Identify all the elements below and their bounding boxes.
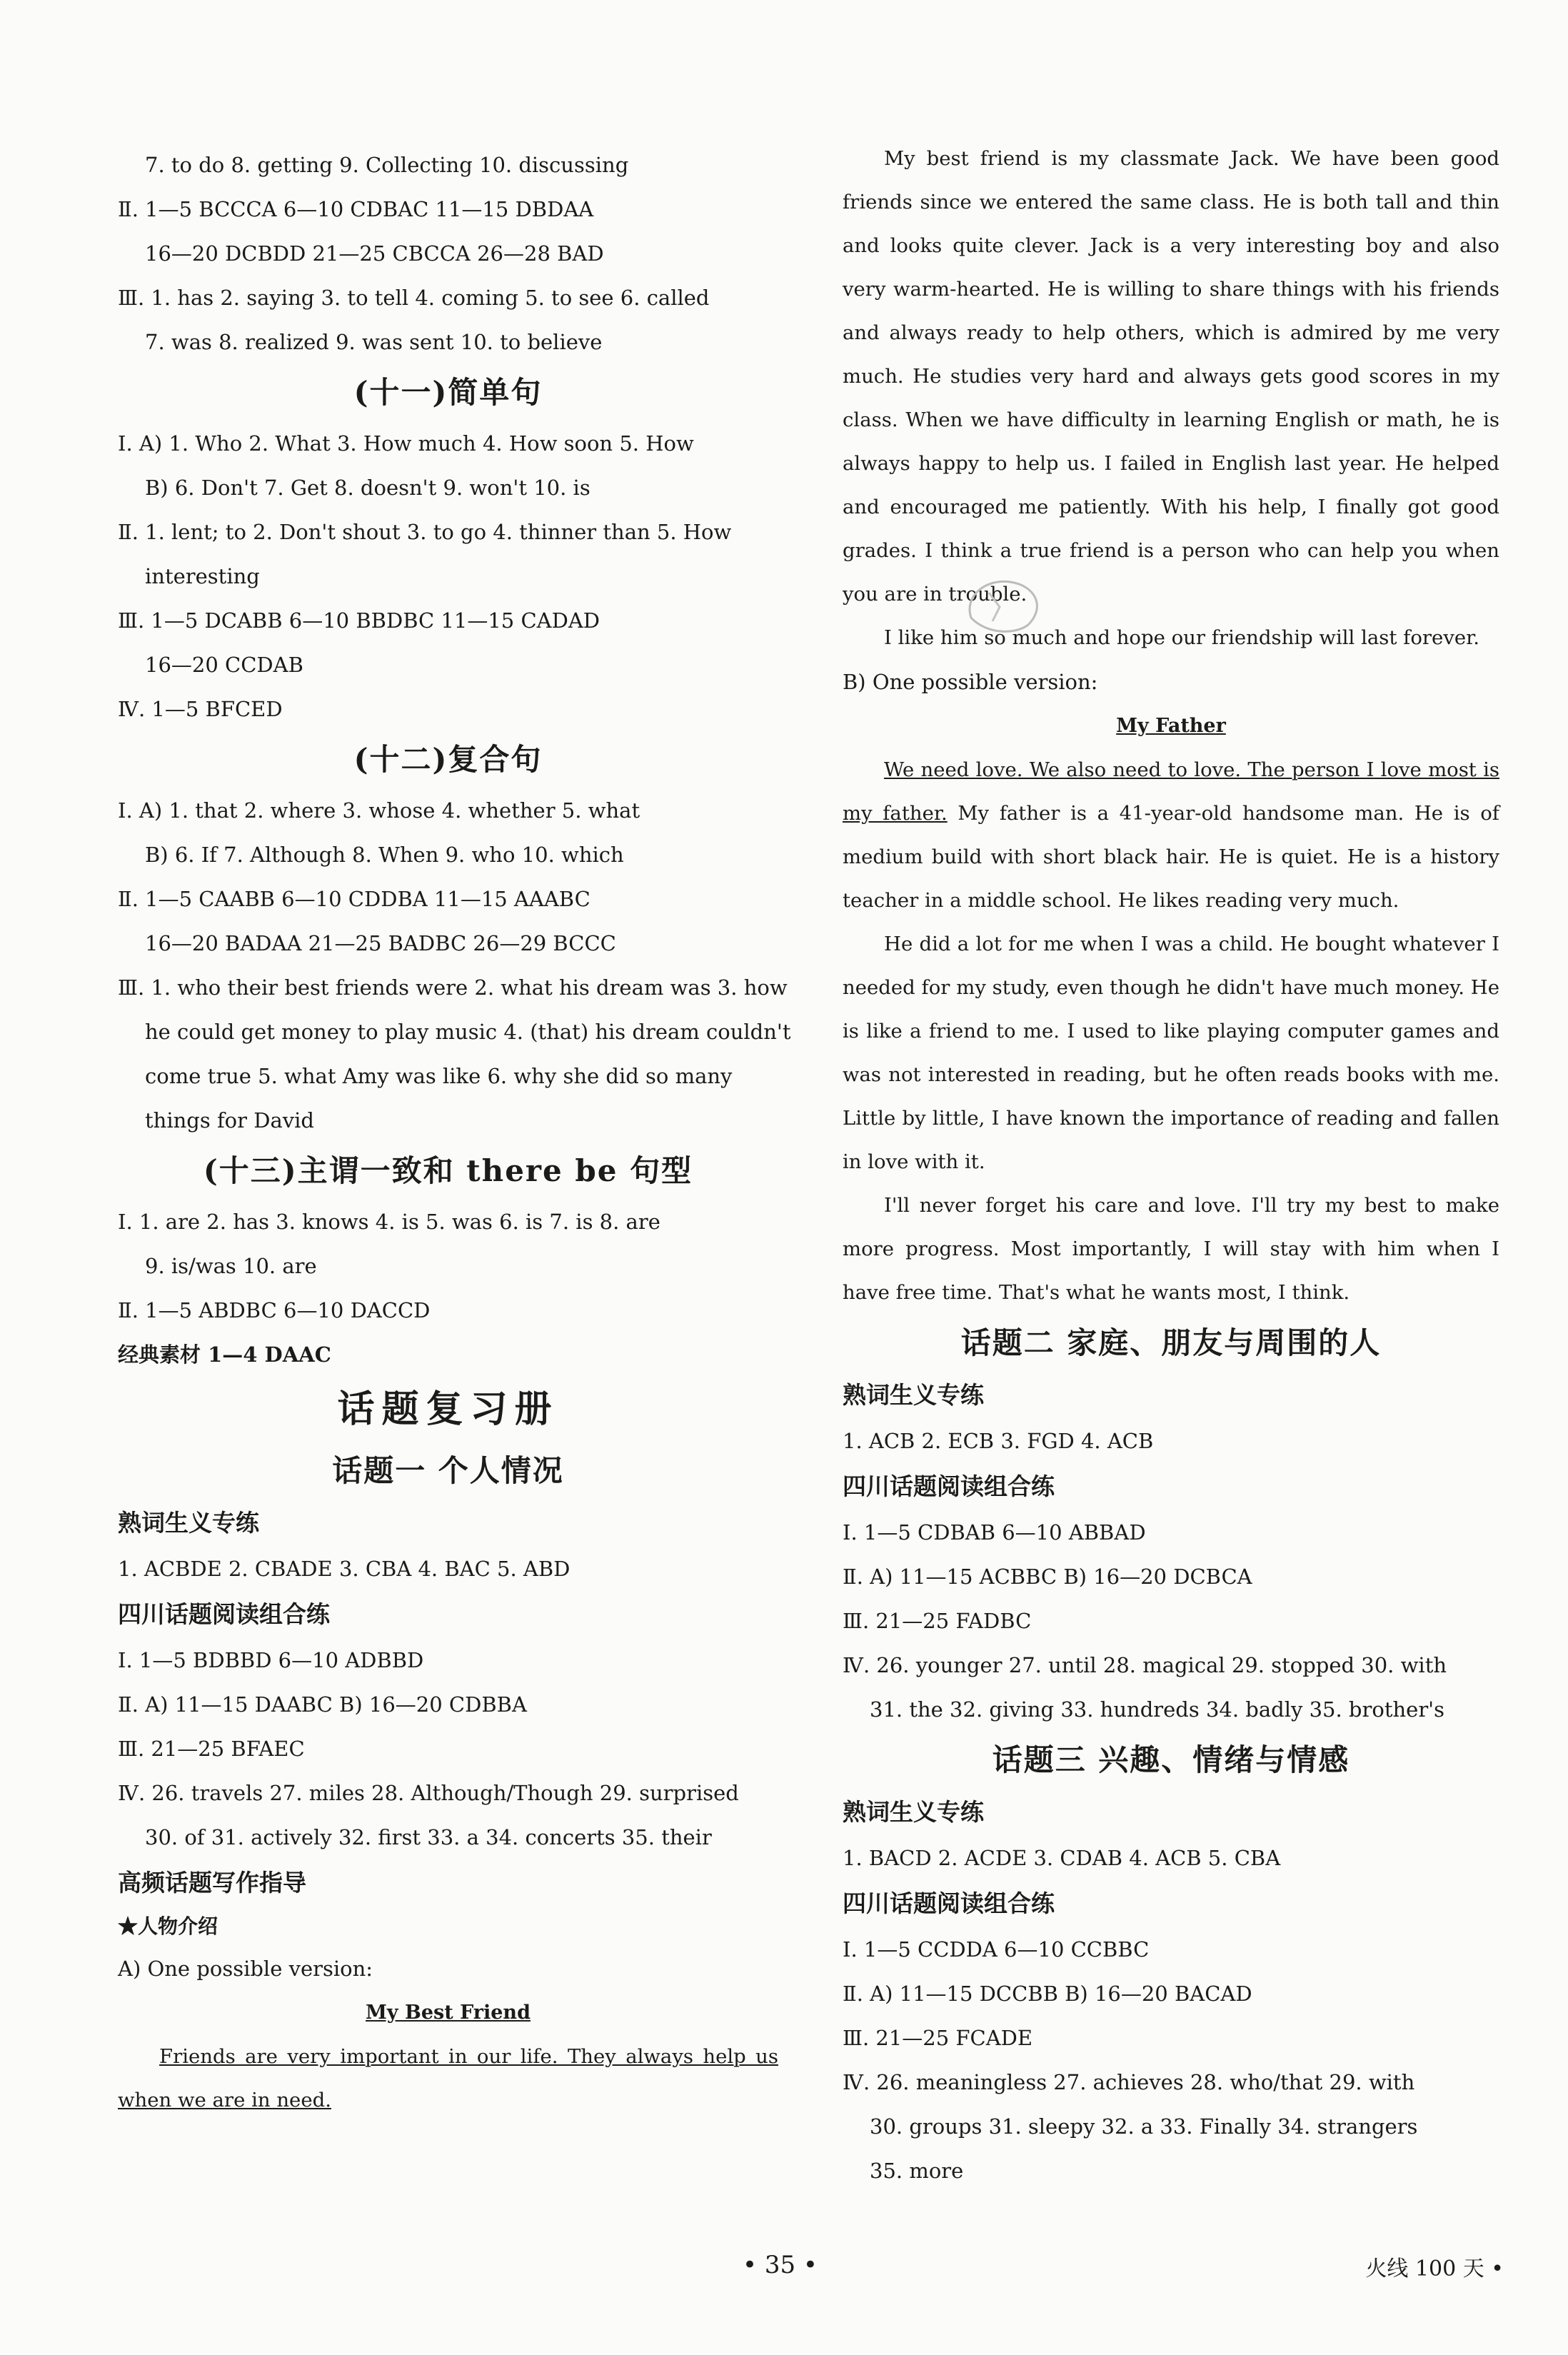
answer-line: Ⅰ. 1—5 CCDDA 6—10 CCBBC (843, 1937, 1150, 1962)
answer-line: Ⅲ. 1. has 2. saying 3. to tell 4. coming 5. to see 6. called (118, 286, 710, 310)
answer-line: Ⅱ. A) 11—15 DAABC B) 16—20 CDBBA (118, 1692, 527, 1717)
answer-line: Ⅲ. 21—25 FADBC (843, 1609, 1032, 1633)
answer-line: Ⅲ. 21—25 BFAEC (118, 1737, 305, 1761)
answer-line: Ⅳ. 26. meaningless 27. achieves 28. who/that 29. with (843, 2070, 1415, 2094)
watermark-seal-icon (957, 568, 1050, 639)
answer-line: Ⅳ. 1—5 BFCED (118, 697, 283, 721)
answer-line: Ⅰ. 1—5 CDBAB 6—10 ABBAD (843, 1520, 1146, 1545)
answer-line: 1. ACBDE 2. CBADE 3. CBA 4. BAC 5. ABD (118, 1557, 571, 1581)
answer-line: he could get money to play music 4. (that) his dream couldn't (145, 1020, 791, 1044)
subheading: 熟词生义专练 (843, 1798, 984, 1826)
answer-line: Ⅱ. 1—5 CAABB 6—10 CDDBA 11—15 AAABC (118, 887, 590, 911)
essay-title: My Father (1116, 715, 1226, 737)
answer-line: 1. BACD 2. ACDE 3. CDAB 4. ACB 5. CBA (843, 1846, 1281, 1870)
answer-line: 经典素材 1—4 DAAC (118, 1342, 331, 1367)
subheading: 四川话题阅读组合练 (843, 1472, 1055, 1500)
answer-line: B) 6. Don't 7. Get 8. doesn't 9. won't 10. is (145, 476, 590, 500)
answer-line: Ⅱ. 1—5 ABDBC 6—10 DACCD (118, 1298, 431, 1322)
answer-line: B) 6. If 7. Although 8. When 9. who 10. which (145, 843, 624, 867)
topic-title: 话题二 家庭、朋友与周围的人 (960, 1325, 1382, 1360)
page-number: • 35 • (743, 2251, 818, 2279)
essay-title: My Best Friend (366, 2002, 531, 2024)
subheading: 熟词生义专练 (118, 1509, 259, 1537)
essay-paragraph: I like him so much and hope our friendship will last forever. (884, 626, 1480, 649)
answer-line: Ⅳ. 26. younger 27. until 28. magical 29. stopped 30. with (843, 1653, 1447, 1677)
answer-line: Ⅱ. A) 11—15 ACBBC B) 16—20 DCBCA (843, 1565, 1252, 1589)
answer-line: 30. of 31. actively 32. first 33. a 34. concerts 35. their (145, 1825, 712, 1849)
section-title: (十一)简单句 (353, 375, 543, 410)
answer-line: Ⅰ. A) 1. that 2. where 3. whose 4. whether 5. what (118, 798, 640, 823)
answer-line: Ⅳ. 26. travels 27. miles 28. Although/Though 29. surprised (118, 1781, 739, 1805)
answer-line: 16—20 CCDAB (145, 653, 303, 677)
answer-line: come true 5. what Amy was like 6. why she did so many (145, 1064, 733, 1088)
answer-line: interesting (145, 564, 260, 588)
answer-line: Ⅱ. 1—5 BCCCA 6—10 CDBAC 11—15 DBDAA (118, 197, 594, 221)
answer-line: Ⅰ. 1. are 2. has 3. knows 4. is 5. was 6. is 7. is 8. are (118, 1210, 660, 1234)
topic-title: 话题三 兴趣、情绪与情感 (992, 1742, 1350, 1777)
answer-line: 16—20 BADAA 21—25 BADBC 26—29 BCCC (145, 931, 616, 955)
subheading: 高频话题写作指导 (118, 1869, 306, 1897)
answer-line: Ⅰ. A) 1. Who 2. What 3. How much 4. How soon 5. How (118, 431, 694, 456)
answer-line: 1. ACB 2. ECB 3. FGD 4. ACB (843, 1429, 1154, 1453)
essay-paragraph: I'll never forget his care and love. I'll try my best to make more progress. Most importantly, I will stay with him when I have free time. That's what he wants most, I think. (843, 1194, 1499, 1304)
answer-line: Ⅱ. A) 11—15 DCCBB B) 16—20 BACAD (843, 1982, 1252, 2006)
subheading: ★人物介绍 (118, 1914, 218, 1938)
paragraph-text: My father is a 41-year-old handsome man. He is of medium build with short black hair. He is quiet. He is a history teacher in a middle school. He likes reading very much. (843, 802, 1499, 912)
brand-label: 火线 100 天 • (1365, 2256, 1504, 2281)
answer-line: 7. was 8. realized 9. was sent 10. to believe (145, 330, 603, 354)
answer-line: 30. groups 31. sleepy 32. a 33. Finally 34. strangers (870, 2114, 1418, 2139)
topic-title: 话题一 个人情况 (332, 1453, 564, 1488)
answer-line: 31. the 32. giving 33. hundreds 34. badly 35. brother's (870, 1697, 1445, 1722)
section-title: (十二)复合句 (353, 742, 543, 777)
essay-paragraph: Friends are very important in our life. They always help us when we are in need. (118, 2045, 778, 2112)
page-footer (0, 2251, 1568, 2286)
left-column (118, 143, 791, 2122)
answer-line: 16—20 DCBDD 21—25 CBCCA 26—28 BAD (145, 241, 604, 266)
answer-line: 35. more (870, 2159, 964, 2183)
answer-line: Ⅲ. 1. who their best friends were 2. what his dream was 3. how (118, 975, 788, 1000)
right-column (843, 137, 1499, 2193)
subheading: 四川话题阅读组合练 (118, 1600, 330, 1628)
answer-line: 7. to do 8. getting 9. Collecting 10. discussing (145, 153, 629, 177)
answer-line: Ⅱ. 1. lent; to 2. Don't shout 3. to go 4. thinner than 5. How (118, 520, 732, 544)
answer-line: things for David (145, 1108, 314, 1133)
subheading: 熟词生义专练 (843, 1381, 984, 1409)
section-title: (十三)主谓一致和 there be 句型 (203, 1153, 693, 1188)
essay-paragraph: My best friend is my classmate Jack. We have been good friends since we entered the same class. He is both tall and thin and looks quite clever. Jack is a very interesting boy and also very warm-hearted. He is willing to share things with his friends and always ready to help others, which is admired by me very much. He studies very hard and always gets good scores in my class. When we have difficulty in learning English or math, he is always happy to help us. I failed in English last year. He helped and encouraged me patiently. With his help, I finally got good grades. I think a true friend is a person who can help you when you are in trouble. (843, 147, 1499, 606)
book-title: 话题复习册 (337, 1387, 559, 1431)
answer-line: A) One possible version: (118, 1957, 373, 1981)
essay-paragraph: He did a lot for me when I was a child. He bought whatever I needed for my study, even though he didn't have much money. He is like a friend to me. I used to like playing computer games and was not interested in reading, but he often reads books with me. Little by little, I have known the importance of reading and fallen in love with it. (843, 933, 1499, 1173)
answer-line: Ⅲ. 1—5 DCABB 6—10 BBDBC 11—15 CADAD (118, 608, 600, 633)
essay-paragraph (843, 748, 1499, 923)
answer-line: Ⅲ. 21—25 FCADE (843, 2026, 1033, 2050)
subheading: 四川话题阅读组合练 (843, 1889, 1055, 1917)
answer-line: Ⅰ. 1—5 BDBBD 6—10 ADBBD (118, 1648, 424, 1672)
answer-line: 9. is/was 10. are (145, 1254, 317, 1278)
answer-line: B) One possible version: (843, 670, 1098, 694)
underlined-sentence: We need love. We also need to love. The person I love most is my father. (843, 758, 1499, 825)
